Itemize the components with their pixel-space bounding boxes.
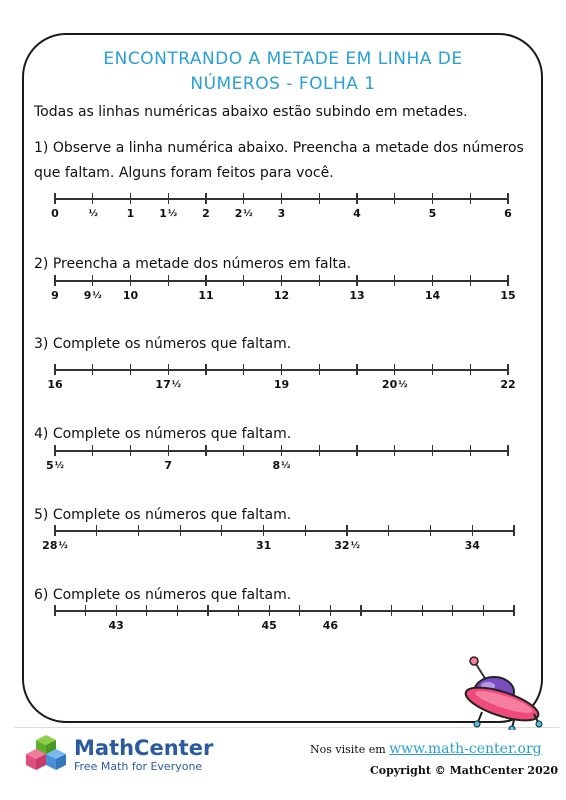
number-line-tick xyxy=(221,525,222,536)
number-line-label xyxy=(256,539,271,552)
label-whole: 1 xyxy=(159,207,167,220)
number-line-tick xyxy=(319,275,320,286)
number-line-tick xyxy=(470,193,471,204)
number-line-label xyxy=(127,207,135,220)
number-line-tick xyxy=(432,364,433,375)
number-line-tick xyxy=(54,445,55,456)
number-line-tick xyxy=(130,445,131,456)
number-line-tick xyxy=(116,605,117,616)
number-line-tick xyxy=(513,525,514,536)
number-line-label xyxy=(274,378,289,391)
number-line-6 xyxy=(55,610,514,612)
number-line-label xyxy=(323,619,338,632)
number-line-tick xyxy=(432,275,433,286)
number-line-tick xyxy=(205,193,206,204)
label-half-fraction: ½ xyxy=(243,208,253,219)
number-line-tick xyxy=(422,605,423,616)
label-whole: 28 xyxy=(42,539,58,552)
number-line-label xyxy=(353,207,361,220)
question-1-text xyxy=(34,136,534,186)
label-half-fraction: ½ xyxy=(88,208,98,219)
number-line-label xyxy=(382,378,408,391)
number-line-tick xyxy=(430,525,431,536)
worksheet-title-line1: ENCONTRANDO A METADE EM LINHA DE xyxy=(103,49,463,69)
number-line-label xyxy=(274,289,289,302)
label-whole: 17 xyxy=(155,378,171,391)
number-line-tick xyxy=(360,605,361,616)
number-line-label xyxy=(334,539,360,552)
number-line-tick xyxy=(130,364,131,375)
label-half-fraction: ½ xyxy=(171,379,182,390)
label-whole: 20 xyxy=(381,378,398,391)
label-whole: 2 xyxy=(202,207,210,220)
label-whole: 22 xyxy=(500,378,516,391)
label-whole: 8 xyxy=(272,459,281,472)
label-half-fraction: ½ xyxy=(92,290,102,301)
number-line-tick xyxy=(85,605,86,616)
number-line-tick xyxy=(54,364,55,375)
number-line-label xyxy=(47,378,62,391)
number-line-tick xyxy=(54,275,55,286)
label-whole: 3 xyxy=(277,207,286,220)
number-line-tick xyxy=(238,605,239,616)
question-3-text: 3) Complete os números que faltam. xyxy=(34,336,292,352)
label-half-fraction: ½ xyxy=(350,540,360,551)
visit-prefix: Nos visite em xyxy=(310,743,386,756)
number-line-tick xyxy=(346,525,347,536)
question-1-line2: que faltam. Alguns foram feitos para você. xyxy=(34,165,334,181)
number-line-label xyxy=(500,289,515,302)
number-line-tick xyxy=(432,445,433,456)
number-line-tick xyxy=(394,193,395,204)
number-line-tick xyxy=(54,525,55,536)
label-whole: 32 xyxy=(334,539,350,552)
label-whole: 16 xyxy=(47,378,63,391)
number-line-label xyxy=(51,207,59,220)
number-line-tick xyxy=(281,193,282,204)
label-whole: 15 xyxy=(500,289,516,302)
website-link[interactable]: www.math-center.org xyxy=(389,741,542,757)
number-line-tick xyxy=(513,605,514,616)
label-whole: 9 xyxy=(83,289,92,302)
number-line-5 xyxy=(55,530,514,532)
question-6-text: 6) Complete os números que faltam. xyxy=(34,587,292,603)
number-line-tick xyxy=(269,605,270,616)
label-whole: 12 xyxy=(273,289,290,302)
intro-text: Todas as linhas numéricas abaixo estão subindo em metades. xyxy=(34,104,468,120)
number-line-tick xyxy=(168,364,169,375)
number-line-tick xyxy=(263,525,264,536)
number-line-tick xyxy=(432,193,433,204)
number-line-tick xyxy=(356,275,357,286)
number-line-label xyxy=(155,378,181,391)
number-line-tick xyxy=(472,525,473,536)
number-line-tick xyxy=(507,364,508,375)
number-line-tick xyxy=(205,445,206,456)
number-line-tick xyxy=(356,193,357,204)
number-line-tick xyxy=(388,525,389,536)
copyright-text: Copyright © MathCenter 2020 xyxy=(370,764,559,777)
label-whole: 46 xyxy=(322,619,339,632)
number-line-tick xyxy=(330,605,331,616)
number-line-tick xyxy=(305,525,306,536)
label-whole: 19 xyxy=(273,378,290,391)
number-line-tick xyxy=(92,193,93,204)
number-line-label xyxy=(504,207,512,220)
number-line-label xyxy=(159,207,177,220)
number-line-label xyxy=(88,207,98,220)
number-line-tick xyxy=(96,525,97,536)
number-line-tick xyxy=(177,605,178,616)
number-line-tick xyxy=(138,525,139,536)
number-line-tick xyxy=(207,605,208,616)
label-whole: 45 xyxy=(261,619,277,632)
label-whole: 6 xyxy=(504,207,512,220)
number-line-tick xyxy=(470,364,471,375)
label-whole: 0 xyxy=(51,207,59,220)
number-line-tick xyxy=(319,193,320,204)
label-whole: 5 xyxy=(46,459,54,472)
number-line-tick xyxy=(168,275,169,286)
number-line-label xyxy=(198,289,213,302)
number-line-tick xyxy=(146,605,147,616)
label-half-fraction: ½ xyxy=(54,460,64,471)
number-line-tick xyxy=(470,275,471,286)
number-line-tick xyxy=(507,445,508,456)
label-whole: 4 xyxy=(353,207,361,220)
number-line-label xyxy=(500,378,515,391)
worksheet-title-line2: NÚMEROS - FOLHA 1 xyxy=(190,74,376,94)
number-line-tick xyxy=(92,275,93,286)
number-line-tick xyxy=(180,525,181,536)
number-line-tick xyxy=(168,445,169,456)
brand-logo-text: MathCenter xyxy=(74,736,214,760)
label-whole: 11 xyxy=(198,289,214,302)
number-line-label xyxy=(278,207,286,220)
number-line-tick xyxy=(205,364,206,375)
number-line-tick xyxy=(243,364,244,375)
label-whole: 43 xyxy=(108,619,124,632)
number-line-tick xyxy=(483,605,484,616)
number-line-tick xyxy=(394,364,395,375)
number-line-tick xyxy=(394,445,395,456)
number-line-tick xyxy=(452,605,453,616)
label-half-fraction: ½ xyxy=(58,540,68,551)
number-line-tick xyxy=(356,445,357,456)
brand-tagline: Free Math for Everyone xyxy=(74,760,203,773)
number-line-tick xyxy=(205,275,206,286)
number-line-tick xyxy=(299,605,300,616)
number-line-label xyxy=(46,459,64,472)
number-line-label xyxy=(262,619,277,632)
number-line-label xyxy=(42,539,68,552)
number-line-label xyxy=(429,207,437,220)
label-whole: 13 xyxy=(349,289,365,302)
number-line-tick xyxy=(243,445,244,456)
number-line-label xyxy=(51,289,59,302)
number-line-tick xyxy=(92,445,93,456)
number-line-tick xyxy=(507,275,508,286)
label-whole: 14 xyxy=(424,289,441,302)
number-line-tick xyxy=(319,364,320,375)
number-line-tick xyxy=(319,445,320,456)
number-line-tick xyxy=(54,193,55,204)
number-line-tick xyxy=(281,445,282,456)
number-line-tick xyxy=(281,364,282,375)
number-line-label xyxy=(164,459,172,472)
ufo-illustration-icon xyxy=(452,650,552,730)
number-line-tick xyxy=(281,275,282,286)
number-line-label xyxy=(123,289,138,302)
cubes-logo-icon xyxy=(22,730,72,774)
number-line-label xyxy=(465,539,480,552)
number-line-label xyxy=(349,289,364,302)
label-whole: 34 xyxy=(464,539,480,552)
label-whole: 31 xyxy=(255,539,272,552)
question-2-text: 2) Preencha a metade dos números em falta. xyxy=(34,256,352,272)
number-line-tick xyxy=(470,445,471,456)
number-line-label xyxy=(425,289,440,302)
number-line-label xyxy=(235,207,253,220)
number-line-label xyxy=(202,207,210,220)
label-half-fraction: ½ xyxy=(167,208,178,219)
label-whole: 10 xyxy=(122,289,139,302)
question-5-text: 5) Complete os números que faltam. xyxy=(34,507,292,523)
label-whole: 1 xyxy=(126,207,135,220)
number-line-label xyxy=(109,619,124,632)
label-whole: 7 xyxy=(164,459,173,472)
number-line-tick xyxy=(130,275,131,286)
number-line-tick xyxy=(243,193,244,204)
number-line-tick xyxy=(391,605,392,616)
number-line-tick xyxy=(54,605,55,616)
number-line-tick xyxy=(168,193,169,204)
question-4-text: 4) Complete os números que faltam. xyxy=(34,426,292,442)
label-whole: 9 xyxy=(51,289,59,302)
number-line-tick xyxy=(507,193,508,204)
number-line-label xyxy=(84,289,102,302)
number-line-tick xyxy=(356,364,357,375)
label-whole: 5 xyxy=(428,207,437,220)
number-line-tick xyxy=(394,275,395,286)
visit-line xyxy=(310,741,542,757)
question-1-line1: 1) Observe a linha numérica abaixo. Preencha a metade dos números xyxy=(34,140,524,156)
label-half-fraction: ½ xyxy=(398,379,408,390)
number-line-tick xyxy=(243,275,244,286)
label-whole: 2 xyxy=(234,207,243,220)
label-half-fraction: ½ xyxy=(281,460,291,471)
number-line-tick xyxy=(92,364,93,375)
number-line-tick xyxy=(130,193,131,204)
number-line-label xyxy=(273,459,291,472)
